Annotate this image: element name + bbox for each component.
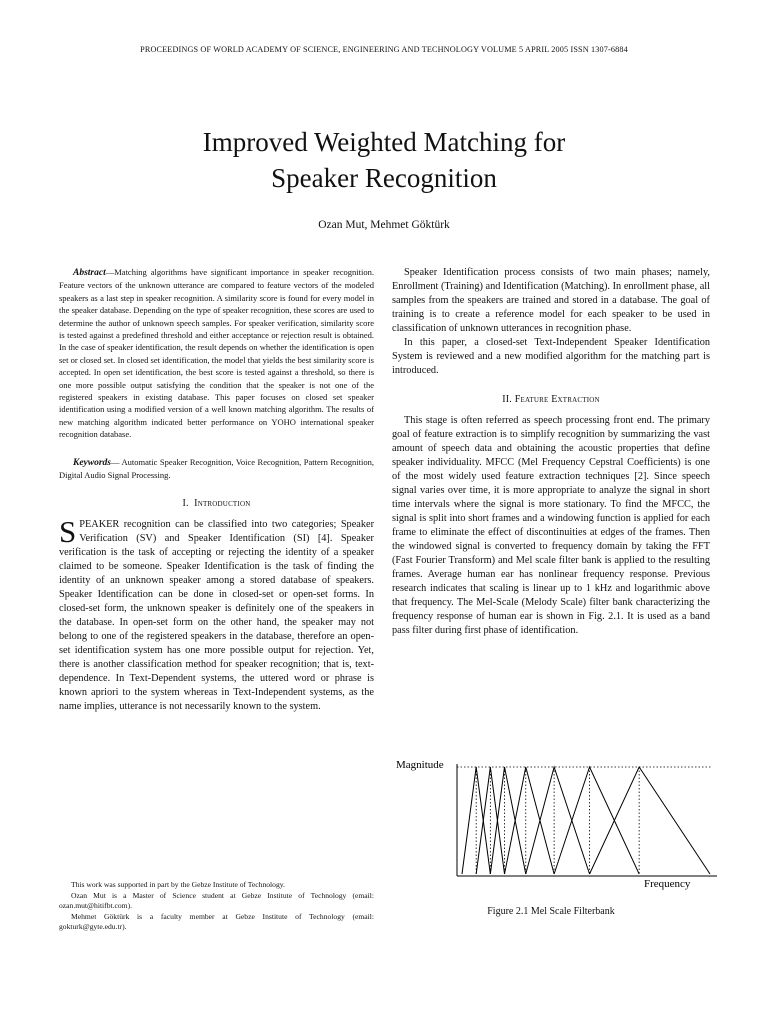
footnote-3: Mehmet Göktürk is a faculty member at Gebze Institute of Technology (email: gokturk@gyte.edu.tr). [59, 911, 374, 932]
filter-triangle [505, 767, 555, 874]
abstract-dash: — [105, 267, 115, 277]
section-1-text: recognition can be classified into two categories; Speaker Verification (SV) and Speaker Identification (SI) [4]. Speaker verification is the task of accepting or rejecting the identity of a speaker claimed to be someone. Speaker Identification is the task of finding the identity of an unknown speaker among a stored database of speakers. Speaker Identification can be done in closed-set or open-set forms. In closed-set form, the unknown speaker is definitely one of the speakers in the database. In open-set form on the other hand, the speaker may not belong to one of the registered speakers in the database, therefore an open-set identification system has one more possible output for rejection. Yet, there is another classification method for speaker recognition; that is, text-dependence. In Text-Dependent systems, the uttered word or phrase is known apriori to the system whereas in Text-Independent systems, as the name implies, utterance is not necessarily known to the system. [59, 518, 374, 712]
paper-title [0, 124, 768, 196]
filter-triangle [526, 767, 590, 874]
title-line-2: Speaker Recognition [271, 163, 497, 193]
mel-filterbank-figure [392, 752, 722, 932]
section-2-body: This stage is often referred as speech processing front end. The primary goal of feature extraction is to simplify recognition by summarizing the vast amount of speech data and obtaining the acoustic properties that define speaker individuality. MFCC (Mel Frequency Cepstral Coefficients) is one of the most widely used feature extraction techniques [2]. Since speech signal varies over time, it is more appropriate to analyze the signal in short time intervals where the signal is more stationary. To find the MFCC, the signal is split into short frames and a windowing function is applied for each frame to eliminate the effect of discontinuities at edges of the frames. Then the windowed signal is converted to frequency domain by taking the FFT (Fast Fourier Transform) and Mel scale filter bank is applied to the resulting frames. Average human ear has nonlinear frequency response. Previous research indicates that scaling is linear up to 1 kHz and logarithmic above that frequency. The Mel-Scale (Melody Scale) filter bank characterizing the frequency response of human ear is shown in Fig. 2.1. It is used as a band pass filter during first phase of identification. [392, 415, 710, 636]
abstract [59, 266, 374, 441]
authors: Ozan Mut, Mehmet Göktürk [318, 219, 450, 231]
figure-x-label: Frequency [644, 878, 691, 890]
intro-para-2: In this paper, a closed-set Text-Independent Speaker Identification System is reviewed and a new modified algorithm for the matching part is introduced. [392, 337, 710, 376]
figure-y-label: Magnitude [396, 759, 444, 771]
filter-triangle [590, 767, 710, 874]
right-column [392, 266, 710, 638]
section-2-heading [392, 393, 710, 407]
left-column [59, 266, 374, 714]
abstract-text: Matching algorithms have significant importance in speaker recognition. Feature vectors of the unknown utterance are compared to feature vectors of the modeled speakers as a last step in speaker recognition. A similarity score is found for every model in the speaker database. Depending on the type of speaker recognition, these scores are used to determine the author of unknown speech samples. For speaker verification, similarity score is tested against a predefined threshold and either acceptance or rejection result is obtained. In the case of speaker identification, the result depends on whether the identification is open set or closed set. In closed set identification, the model that yields the best similarity score is accepted. In open set identification, the best score is tested against a threshold, so there is one more possible output satisfying the condition that the speaker is not one of the registered speakers in existing database. This paper focuses on closed set speaker identification using a modified version of a well known matching algorithm. The results of new matching algorithm indicated better performance on YOHO international speaker recognition database. [59, 267, 374, 440]
filter-triangles [462, 767, 710, 874]
journal-header: PROCEEDINGS OF WORLD ACADEMY OF SCIENCE, ENGINEERING AND TECHNOLOGY VOLUME 5 APRIL 2005 ISSN 1307-6884 [140, 45, 628, 54]
footnote-1: This work was supported in part by the Gebze Institute of Technology. [71, 880, 285, 889]
figure-caption: Figure 2.1 Mel Scale Filterbank [487, 906, 615, 917]
section-1-body [59, 513, 374, 714]
section-1-heading [59, 497, 374, 511]
section-1-number: I. [182, 497, 189, 509]
intro-para-1: Speaker Identification process consists of two main phases; namely, Enrollment (Training) and Identification (Matching). In enrollment phase, all samples from the speakers are trained and stored in a database. The goal of training is to create a reference model for each speaker to be used in classification of unknown utterances in recognition phase. [392, 267, 710, 334]
section-2-title: Feature Extraction [514, 394, 600, 405]
keywords-text: Automatic Speaker Recognition, Voice Recognition, Pattern Recognition, Digital Audio Signal Processing. [59, 456, 375, 481]
section-2-number: II. [502, 394, 512, 405]
keywords-dash: — [111, 456, 120, 467]
section-1-title: Introduction [194, 497, 251, 509]
keywords [59, 456, 374, 482]
drop-cap: S [59, 513, 77, 549]
abstract-label: Abstract [73, 268, 106, 278]
title-line-1: Improved Weighted Matching for [202, 127, 566, 157]
footnotes [59, 880, 374, 933]
section-1-lead: PEAKER [79, 518, 120, 530]
keywords-label: Keywords [73, 457, 111, 468]
footnote-2: Ozan Mut is a Master of Science student at Gebze Institute of Technology (email: ozan.mut@hitifbt.com). [59, 890, 374, 911]
